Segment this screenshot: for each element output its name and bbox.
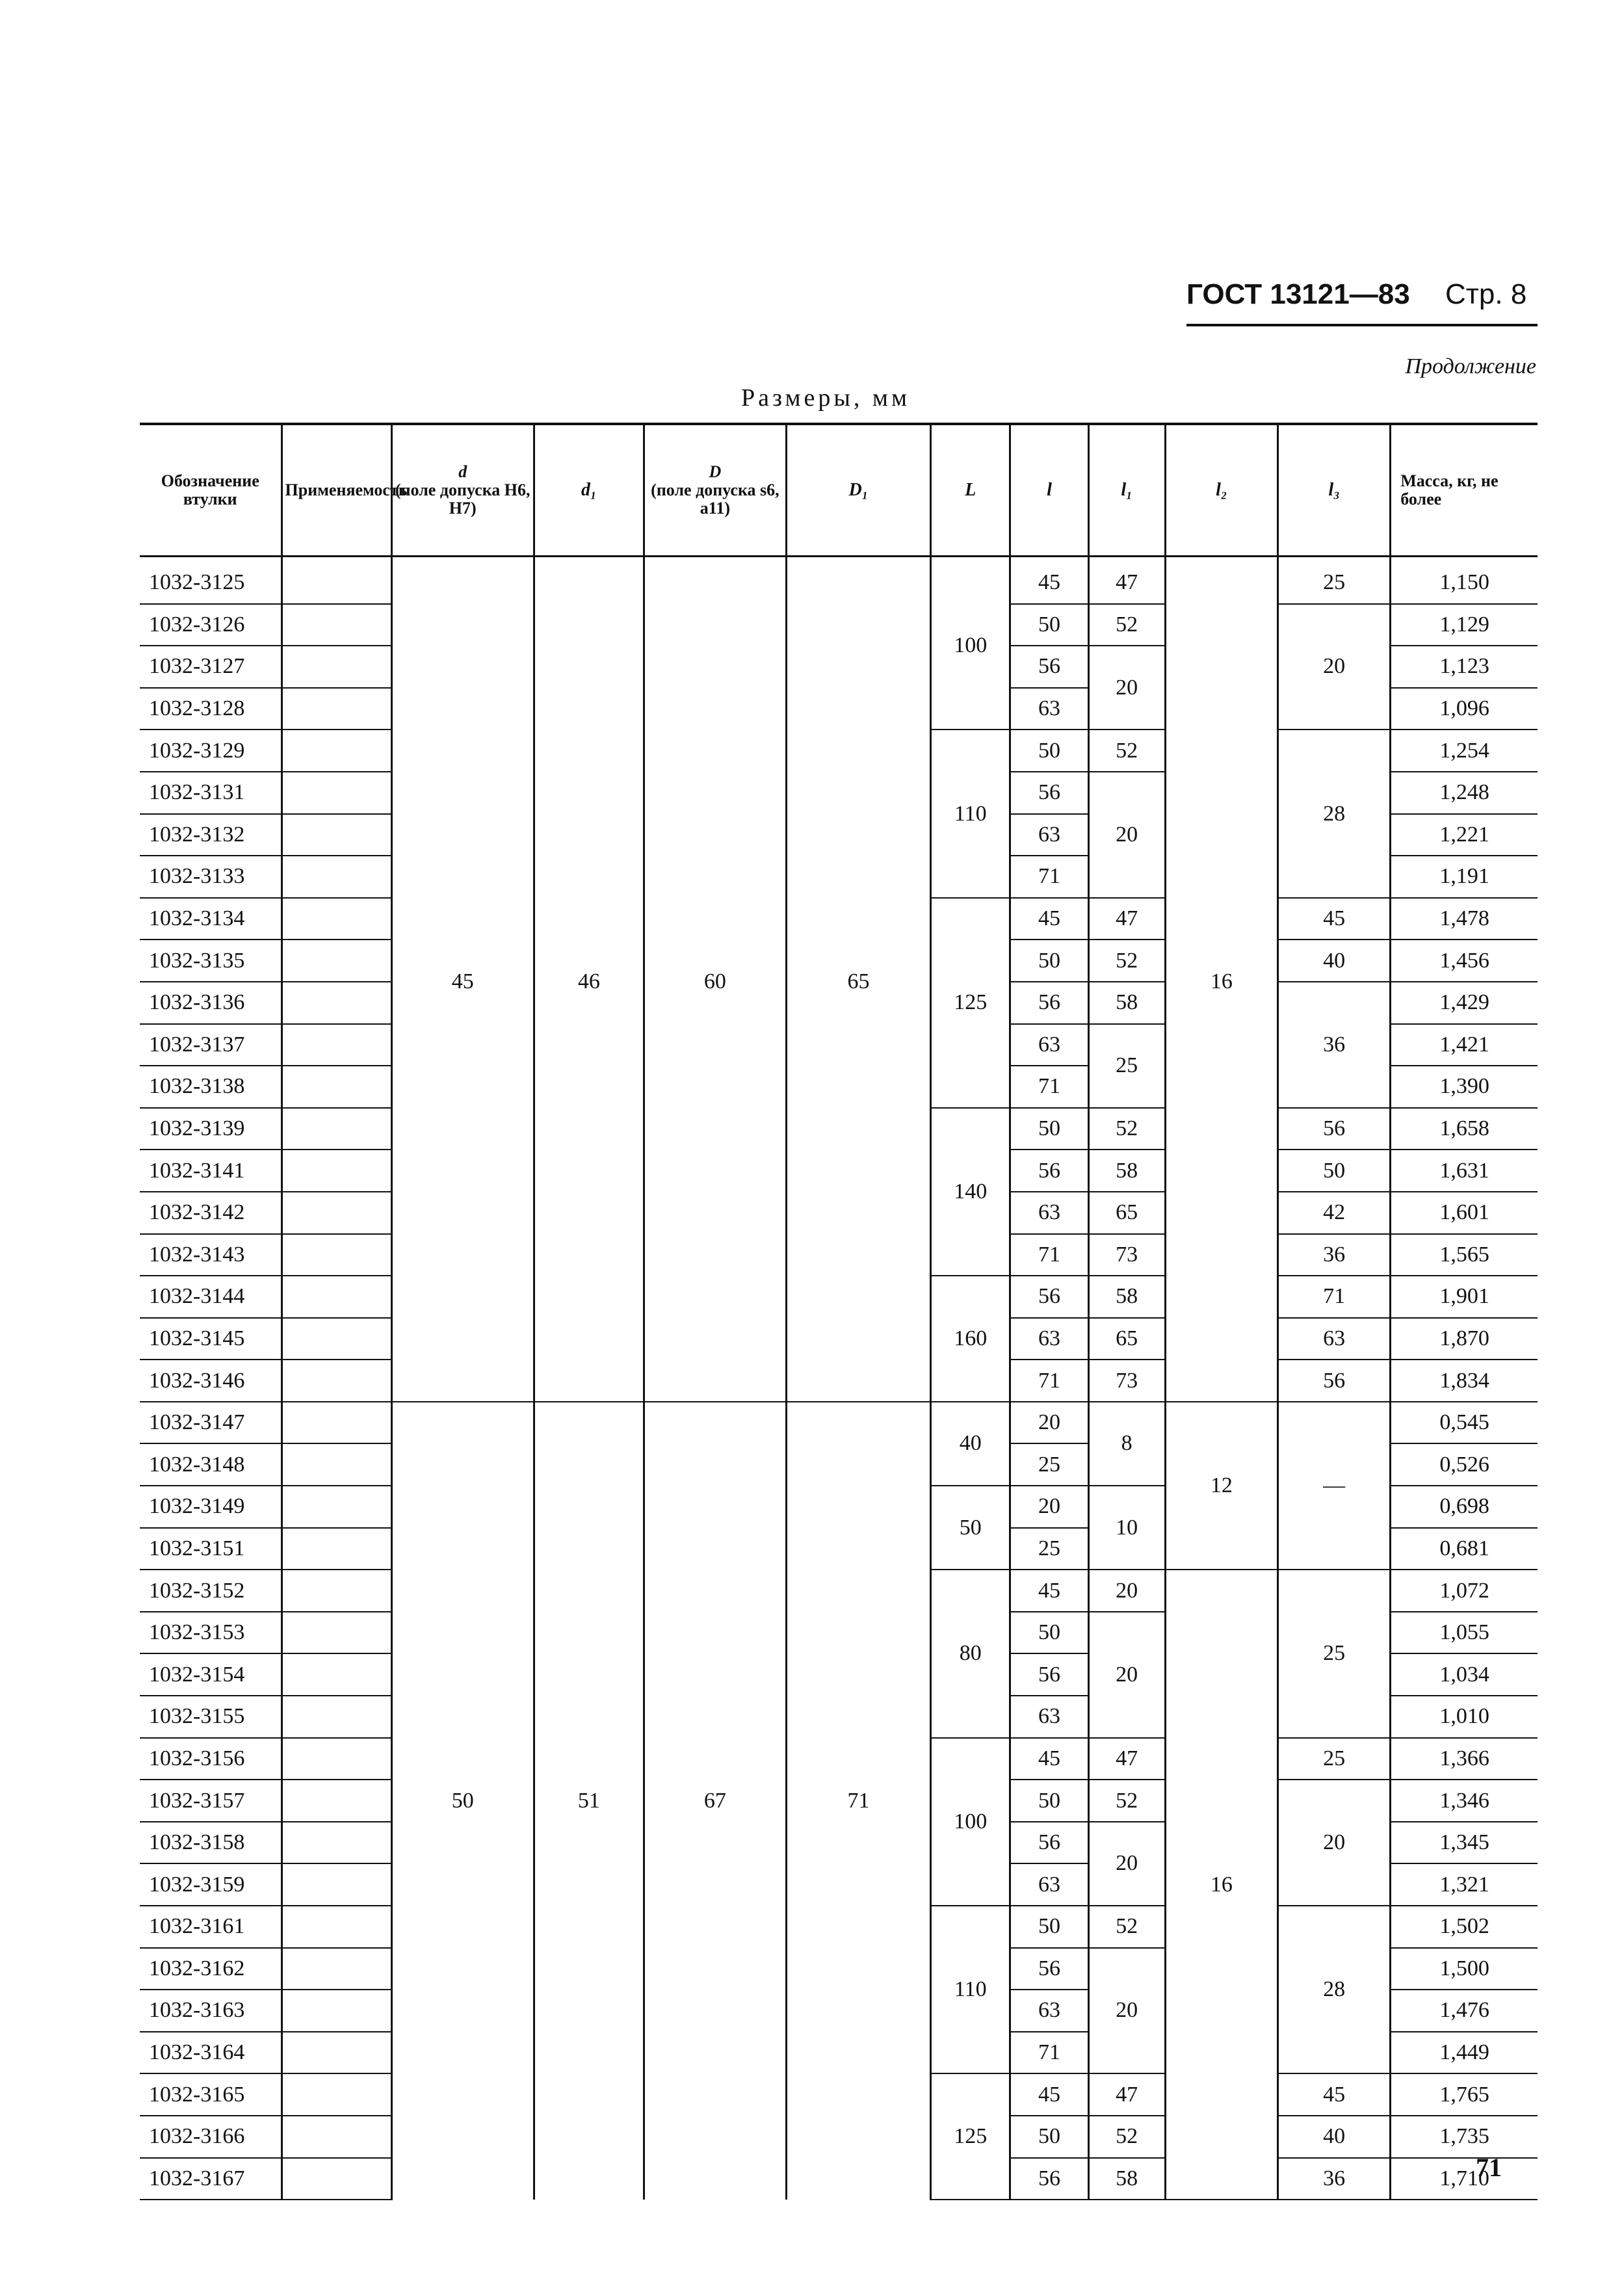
mass-value: 1,765: [1391, 2073, 1538, 2116]
mass-value: 0,526: [1391, 1443, 1538, 1486]
l-value: 63: [1010, 1024, 1088, 1066]
l1-value: 52: [1088, 730, 1165, 772]
applicability-cell: [282, 1906, 391, 1948]
mass-value: 1,390: [1391, 1066, 1538, 1108]
applicability-cell: [282, 1443, 391, 1486]
l1-value: 52: [1088, 604, 1165, 646]
col-header-d1: d₁: [534, 424, 644, 557]
applicability-cell: [282, 1234, 391, 1276]
mass-value: 1,129: [1391, 604, 1538, 646]
bushing-code: 1032-3128: [140, 688, 282, 730]
l-value: 45: [1010, 2073, 1088, 2116]
l-value: 56: [1010, 982, 1088, 1024]
l-value: 56: [1010, 1150, 1088, 1192]
l2-value: 12: [1165, 1402, 1277, 1570]
l-value: 63: [1010, 1192, 1088, 1234]
l1-value: 20: [1088, 1570, 1165, 1612]
bushing-code: 1032-3149: [140, 1486, 282, 1528]
l-value: 50: [1010, 730, 1088, 772]
l-value: 20: [1010, 1486, 1088, 1528]
mass-value: 1,429: [1391, 982, 1538, 1024]
bushing-code: 1032-3166: [140, 2116, 282, 2158]
table-header-row: [140, 424, 1538, 557]
l-value: 56: [1010, 1822, 1088, 1864]
D-symbol: D: [709, 462, 722, 481]
applicability-cell: [282, 1024, 391, 1066]
bushing-code: 1032-3165: [140, 2073, 282, 2116]
d-symbol: d: [458, 462, 467, 481]
l3-value: 20: [1277, 1780, 1390, 1906]
col-header-d: [391, 424, 534, 557]
col-header-code: Обозначение втулки: [140, 424, 282, 557]
applicability-cell: [282, 2158, 391, 2200]
bushing-code: 1032-3163: [140, 1990, 282, 2032]
applicability-cell: [282, 1612, 391, 1654]
col-header-l1: l₁: [1088, 424, 1165, 557]
col-header-l3: l₃: [1277, 424, 1390, 557]
applicability-cell: [282, 814, 391, 856]
D-tolerance-note: (поле допуска s6, a11): [651, 480, 779, 518]
L-value: 50: [931, 1486, 1010, 1570]
col-header-L: L: [931, 424, 1010, 557]
header-rule: [1186, 324, 1538, 326]
applicability-cell: [282, 1486, 391, 1528]
l3-value: 36: [1277, 2158, 1390, 2200]
applicability-cell: [282, 604, 391, 646]
l2-value: 16: [1165, 1570, 1277, 2200]
bushing-code: 1032-3129: [140, 730, 282, 772]
l-value: 63: [1010, 814, 1088, 856]
mass-value: 1,191: [1391, 856, 1538, 898]
bushing-code: 1032-3148: [140, 1443, 282, 1486]
applicability-cell: [282, 2032, 391, 2074]
mass-value: 1,321: [1391, 1863, 1538, 1906]
d-value: 50: [391, 1402, 534, 2200]
col-header-applicability: Применяемость: [282, 424, 391, 557]
bushing-code: 1032-3137: [140, 1024, 282, 1066]
bushing-code: 1032-3161: [140, 1906, 282, 1948]
bushing-code: 1032-3144: [140, 1276, 282, 1318]
col-header-D: [644, 424, 786, 557]
l1-value: 20: [1088, 1822, 1165, 1906]
l1-value: 20: [1088, 1612, 1165, 1738]
col-header-D1: D₁: [786, 424, 930, 557]
bushing-code: 1032-3125: [140, 557, 282, 604]
applicability-cell: [282, 1738, 391, 1780]
bushing-code: 1032-3159: [140, 1863, 282, 1906]
bushing-code: 1032-3147: [140, 1402, 282, 1444]
l-value: 56: [1010, 646, 1088, 688]
l-value: 50: [1010, 1780, 1088, 1822]
L-value: 125: [931, 898, 1010, 1108]
bushing-code: 1032-3133: [140, 856, 282, 898]
l-value: 56: [1010, 772, 1088, 814]
applicability-cell: [282, 1696, 391, 1738]
l-value: 71: [1010, 1234, 1088, 1276]
bushing-code: 1032-3142: [140, 1192, 282, 1234]
mass-value: 1,123: [1391, 646, 1538, 688]
mass-value: 1,248: [1391, 772, 1538, 814]
l3-value: 20: [1277, 604, 1390, 730]
d-tolerance-note: (поле допуска H6, H7): [395, 480, 530, 518]
applicability-cell: [282, 772, 391, 814]
l-value: 63: [1010, 688, 1088, 730]
l1-value: 25: [1088, 1024, 1165, 1108]
bushing-code: 1032-3157: [140, 1780, 282, 1822]
applicability-cell: [282, 1570, 391, 1612]
l-value: 50: [1010, 1612, 1088, 1654]
l1-value: 10: [1088, 1486, 1165, 1570]
l3-value: 56: [1277, 1360, 1390, 1402]
mass-value: 1,449: [1391, 2032, 1538, 2074]
applicability-cell: [282, 1108, 391, 1150]
l-value: 25: [1010, 1528, 1088, 1570]
bushing-code: 1032-3134: [140, 898, 282, 940]
applicability-cell: [282, 730, 391, 772]
l1-value: 65: [1088, 1318, 1165, 1360]
l3-value: 40: [1277, 2116, 1390, 2158]
l3-value: 28: [1277, 1906, 1390, 2073]
L-value: 160: [931, 1276, 1010, 1402]
applicability-cell: [282, 982, 391, 1024]
mass-value: 1,055: [1391, 1612, 1538, 1654]
l-value: 50: [1010, 1906, 1088, 1948]
col-header-l2: l₂: [1165, 424, 1277, 557]
page-label: Стр. 8: [1445, 278, 1527, 310]
applicability-cell: [282, 2073, 391, 2116]
L-value: 140: [931, 1108, 1010, 1276]
l1-value: 20: [1088, 1948, 1165, 2074]
l-value: 45: [1010, 1738, 1088, 1780]
mass-value: 1,565: [1391, 1234, 1538, 1276]
l3-value: 45: [1277, 2073, 1390, 2116]
L-value: 110: [931, 1906, 1010, 2073]
l-value: 45: [1010, 898, 1088, 940]
l1-value: 58: [1088, 982, 1165, 1024]
l1-value: 52: [1088, 940, 1165, 982]
l1-value: 47: [1088, 2073, 1165, 2116]
bushing-code: 1032-3164: [140, 2032, 282, 2074]
applicability-cell: [282, 1192, 391, 1234]
l3-value: 42: [1277, 1192, 1390, 1234]
mass-value: 1,658: [1391, 1108, 1538, 1150]
l-value: 50: [1010, 2116, 1088, 2158]
bushing-code: 1032-3135: [140, 940, 282, 982]
l1-value: 52: [1088, 1780, 1165, 1822]
mass-value: 1,476: [1391, 1990, 1538, 2032]
bushing-code: 1032-3167: [140, 2158, 282, 2200]
mass-value: 1,500: [1391, 1948, 1538, 1990]
L-value: 110: [931, 730, 1010, 897]
D-value: 60: [644, 557, 786, 1402]
l-value: 71: [1010, 2032, 1088, 2074]
l3-value: 56: [1277, 1108, 1390, 1150]
applicability-cell: [282, 1318, 391, 1360]
l1-value: 47: [1088, 898, 1165, 940]
mass-value: 1,096: [1391, 688, 1538, 730]
mass-value: 1,735: [1391, 2116, 1538, 2158]
mass-value: 1,834: [1391, 1360, 1538, 1402]
bushing-code: 1032-3146: [140, 1360, 282, 1402]
bushing-code: 1032-3127: [140, 646, 282, 688]
bushing-code: 1032-3152: [140, 1570, 282, 1612]
applicability-cell: [282, 1276, 391, 1318]
applicability-cell: [282, 1066, 391, 1108]
mass-value: 1,478: [1391, 898, 1538, 940]
l3-value: 25: [1277, 1570, 1390, 1737]
l-value: 71: [1010, 1066, 1088, 1108]
l-value: 20: [1010, 1402, 1088, 1444]
l-value: 50: [1010, 1108, 1088, 1150]
mass-value: 1,346: [1391, 1780, 1538, 1822]
mass-value: 1,366: [1391, 1738, 1538, 1780]
mass-value: 0,545: [1391, 1402, 1538, 1444]
l3-value: 40: [1277, 940, 1390, 982]
L-value: 100: [931, 1738, 1010, 1906]
applicability-cell: [282, 1402, 391, 1444]
document-header: [1186, 278, 1538, 317]
l1-value: 52: [1088, 2116, 1165, 2158]
applicability-cell: [282, 940, 391, 982]
l1-value: 47: [1088, 557, 1165, 604]
D1-value: 71: [786, 1402, 930, 2200]
l3-value: 63: [1277, 1318, 1390, 1360]
l3-value: 36: [1277, 982, 1390, 1108]
mass-value: 0,681: [1391, 1528, 1538, 1570]
mass-value: 1,502: [1391, 1906, 1538, 1948]
L-value: 125: [931, 2073, 1010, 2200]
l-value: 45: [1010, 557, 1088, 604]
l1-value: 58: [1088, 2158, 1165, 2200]
bushing-code: 1032-3132: [140, 814, 282, 856]
L-value: 100: [931, 557, 1010, 730]
l3-value: 71: [1277, 1276, 1390, 1318]
l1-value: 20: [1088, 772, 1165, 898]
col-header-l: l: [1010, 424, 1088, 557]
d1-value: 46: [534, 557, 644, 1402]
bushing-code: 1032-3158: [140, 1822, 282, 1864]
bushing-code: 1032-3153: [140, 1612, 282, 1654]
l1-value: 73: [1088, 1234, 1165, 1276]
bushing-code: 1032-3143: [140, 1234, 282, 1276]
d1-value: 51: [534, 1402, 644, 2200]
l1-value: 52: [1088, 1906, 1165, 1948]
continuation-label: Продолжение: [1405, 354, 1536, 378]
table-row: [140, 557, 1538, 604]
l-value: 56: [1010, 1276, 1088, 1318]
l1-value: 8: [1088, 1402, 1165, 1486]
bushing-code: 1032-3145: [140, 1318, 282, 1360]
bushing-code: 1032-3162: [140, 1948, 282, 1990]
mass-value: 1,034: [1391, 1653, 1538, 1696]
L-value: 40: [931, 1402, 1010, 1486]
l1-value: 65: [1088, 1192, 1165, 1234]
l-value: 63: [1010, 1863, 1088, 1906]
applicability-cell: [282, 1822, 391, 1864]
applicability-cell: [282, 1863, 391, 1906]
l1-value: 58: [1088, 1150, 1165, 1192]
mass-value: 1,901: [1391, 1276, 1538, 1318]
mass-value: 1,221: [1391, 814, 1538, 856]
l-value: 56: [1010, 1653, 1088, 1696]
applicability-cell: [282, 1948, 391, 1990]
L-value: 80: [931, 1570, 1010, 1737]
l1-value: 58: [1088, 1276, 1165, 1318]
bushing-code: 1032-3154: [140, 1653, 282, 1696]
l1-value: 20: [1088, 646, 1165, 730]
D1-value: 65: [786, 557, 930, 1402]
mass-value: 1,072: [1391, 1570, 1538, 1612]
l3-value: 25: [1277, 1738, 1390, 1780]
applicability-cell: [282, 1360, 391, 1402]
mass-value: 1,345: [1391, 1822, 1538, 1864]
d-value: 45: [391, 557, 534, 1402]
mass-value: 1,870: [1391, 1318, 1538, 1360]
l1-value: 73: [1088, 1360, 1165, 1402]
bushing-code: 1032-3139: [140, 1108, 282, 1150]
bushing-code: 1032-3138: [140, 1066, 282, 1108]
bushing-code: 1032-3126: [140, 604, 282, 646]
applicability-cell: [282, 1990, 391, 2032]
applicability-cell: [282, 1780, 391, 1822]
mass-value: 1,421: [1391, 1024, 1538, 1066]
bushing-code: 1032-3156: [140, 1738, 282, 1780]
applicability-cell: [282, 557, 391, 604]
l-value: 50: [1010, 604, 1088, 646]
applicability-cell: [282, 688, 391, 730]
mass-value: 1,150: [1391, 557, 1538, 604]
mass-value: 0,698: [1391, 1486, 1538, 1528]
l-value: 63: [1010, 1990, 1088, 2032]
l-value: 45: [1010, 1570, 1088, 1612]
applicability-cell: [282, 2116, 391, 2158]
applicability-cell: [282, 856, 391, 898]
mass-value: 1,456: [1391, 940, 1538, 982]
bushing-code: 1032-3131: [140, 772, 282, 814]
mass-value: 1,010: [1391, 1696, 1538, 1738]
col-header-mass: Масса, кг, не более: [1391, 424, 1538, 557]
mass-value: 1,601: [1391, 1192, 1538, 1234]
bushing-code: 1032-3151: [140, 1528, 282, 1570]
l-value: 50: [1010, 940, 1088, 982]
l1-value: 47: [1088, 1738, 1165, 1780]
page-number: 71: [1476, 2153, 1502, 2182]
standard-number: ГОСТ 13121—83: [1186, 278, 1410, 310]
l-value: 71: [1010, 856, 1088, 898]
applicability-cell: [282, 1150, 391, 1192]
l-value: 63: [1010, 1318, 1088, 1360]
table-row: [140, 1402, 1538, 1444]
l3-value: 50: [1277, 1150, 1390, 1192]
l3-value: 36: [1277, 1234, 1390, 1276]
l2-value: 16: [1165, 557, 1277, 1402]
l-value: 63: [1010, 1696, 1088, 1738]
bushing-code: 1032-3155: [140, 1696, 282, 1738]
applicability-cell: [282, 898, 391, 940]
mass-value: 1,631: [1391, 1150, 1538, 1192]
mass-value: 1,710: [1391, 2158, 1538, 2200]
mass-value: 1,254: [1391, 730, 1538, 772]
l3-value: 45: [1277, 898, 1390, 940]
D-value: 67: [644, 1402, 786, 2200]
l3-value: 25: [1277, 557, 1390, 604]
applicability-cell: [282, 646, 391, 688]
l-value: 56: [1010, 2158, 1088, 2200]
l-value: 56: [1010, 1948, 1088, 1990]
table-caption: Размеры, мм: [741, 384, 911, 412]
bushing-code: 1032-3141: [140, 1150, 282, 1192]
l-value: 25: [1010, 1443, 1088, 1486]
applicability-cell: [282, 1528, 391, 1570]
l3-value: 28: [1277, 730, 1390, 897]
applicability-cell: [282, 1653, 391, 1696]
l-value: 71: [1010, 1360, 1088, 1402]
l3-value: —: [1277, 1402, 1390, 1570]
l1-value: 52: [1088, 1108, 1165, 1150]
bushing-code: 1032-3136: [140, 982, 282, 1024]
bushing-dimensions-table: [140, 423, 1538, 2200]
